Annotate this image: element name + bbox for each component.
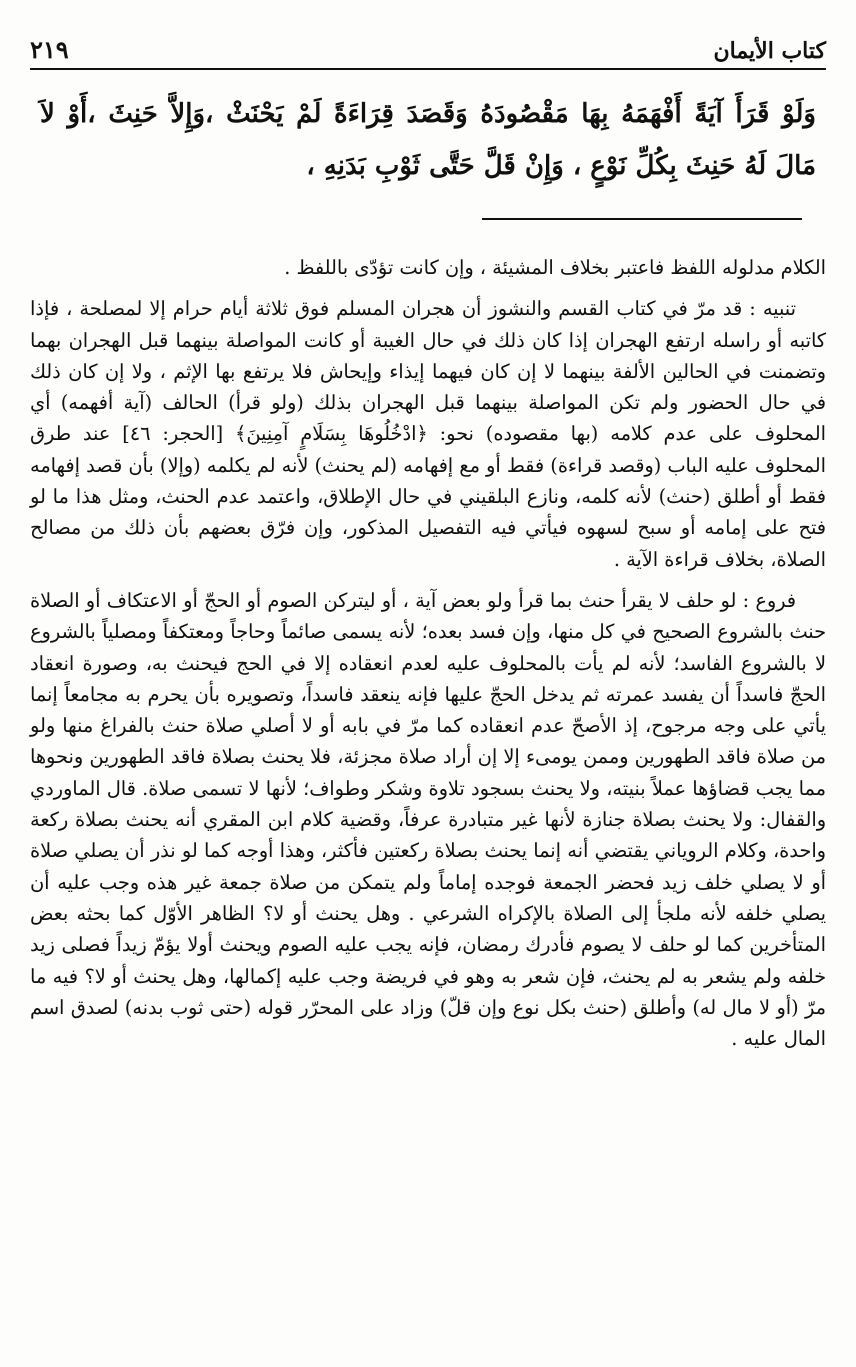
footnote-divider: [482, 218, 802, 220]
running-title: كتاب الأيمان: [713, 38, 826, 64]
tanbih-paragraph: تنبيه : قد مرّ في كتاب القسم والنشوز أن هجران المسلم فوق ثلاثة أيام حرام إلا لمصلحة ، فإذا كاتبه أو راسله ارتفع الهجران إذا كان ذلك في حال الغيبة أو كانت المواصلة بينهما قبل الهجران بهما وتضمنت في الحالين الألفة بينهما لا إن كان فيهما إيذاء وإيحاش فلا يرتفع بها الإثم ، ولا إن كان ذلك في حال الحضور ولم تكن المواصلة بينهما قبل الهجران بذلك (ولو قرأ) الحالف (آية أفهمه) أي المحلوف على عدم كلامه (بها مقصوده) نحو: ﴿ادْخُلُوهَا بِسَلَامٍ آمِنِينَ﴾ [الحجر: ٤٦] عند طرق المحلوف عليه الباب (وقصد قراءة) فقط أو مع إفهامه (لم يحنث) لأنه لم يكلمه (وإلا) بأن قصد إفهامه فقط أو أطلق (حنث) لأنه كلمه، ونازع البلقيني في حال الإطلاق، واعتمد عدم الحنث، ومثل هذا ما لو فتح على إمامه أو سبح لسهوه فيأتي فيه التفصيل المذكور، وإن فرّق بعضهم بأن ذلك من مصالح الصلاة، بخلاف قراءة الآية .: [30, 297, 826, 571]
page-header: [30, 30, 826, 70]
page-number: ٢١٩: [30, 35, 69, 64]
matn-text: وَلَوْ قَرَأَ آيَةً أَفْهَمَهُ بِهَا مَقْصُودَهُ وَقَصَدَ قِرَاءَةً لَمْ يَحْنَثْ ،وَإِلاَّ حَنِثَ ،أَوْ لاَ مَالَ لَهُ حَنِثَ بِكُلِّ نَوْعٍ ، وَإِنْ قَلَّ حَتَّى ثَوْبِ بَدَنِهِ ،: [40, 99, 816, 181]
commentary: [30, 252, 826, 1054]
furu-paragraph: فروع : لو حلف لا يقرأ حنث بما قرأ ولو بعض آية ، أو ليتركن الصوم أو الحجّ أو الاعتكاف أو الصلاة حنث بالشروع الصحيح في كل منها، وإن فسد بعده؛ لأنه يسمى صائماً وحاجاً ومعتكفاً ومصلياً بالشروع لا بالشروع الفاسد؛ لأنه لم يأت بالمحلوف عليه لعدم انعقاده إلا في الحج فيحنث به، وصورة انعقاد الحجّ فاسداً أن يفسد عمرته ثم يدخل الحجّ عليها فإنه ينعقد فاسداً، وتصويره بأن يحرم به مجامعاً إنما يأتي على وجه مرجوح، إذ الأصحّ عدم انعقاده كما مرّ في بابه أو لا أصلي صلاة حنث بالفراغ منها ولو من صلاة فاقد الطهورين وممن يومىء إلا إن أراد صلاة مجزئة، فلا يحنث بصلاة فاقد الطهورين ونحوها مما يجب قضاؤها عملاً بنيته، ولا يحنث بسجود تلاوة وشكر وطواف؛ لأنها لا تسمى صلاة. قال الماوردي والقفال: ولا يحنث بصلاة جنازة لأنها غير متبادرة عرفاً، وقضية كلام ابن المقري أنه يحنث بصلاة ركعة واحدة، وكلام الروياني يقتضي أنه إنما يحنث بصلاة ركعتين فأكثر، وهذا أوجه كما لو نذر أن يصلي صلاة أو لا يصلي خلف زيد فحضر الجمعة فوجده إماماً ولم يتمكن من صلاة جمعة غير هذه وجب عليه أن يصلي خلفه لأنه ملجأ إلى الصلاة بالإكراه الشرعي . وهل يحنث أو لا؟ الظاهر الأوّل كما بحثه بعض المتأخرين كما لو حلف لا يصوم فأدرك رمضان، فإنه يجب عليه الصوم ويحنث أولا يؤمّ زيداً فصلى زيد خلفه ولم يشعر به لم يحنث، فإن شعر به وهو في فريضة وجب عليه إكمالها، وهل يحنث أو لا؟ فيه ما مرّ (أو لا مال له) وأطلق (حنث بكل نوع وإن قلّ) وزاد على المحرّر قوله (حتى ثوب بدنه) لصدق اسم المال عليه .: [30, 588, 826, 1051]
commentary-paragraph: الكلام مدلوله اللفظ فاعتبر بخلاف المشيئة ، وإن كانت تؤدّى باللفظ .: [284, 256, 826, 279]
